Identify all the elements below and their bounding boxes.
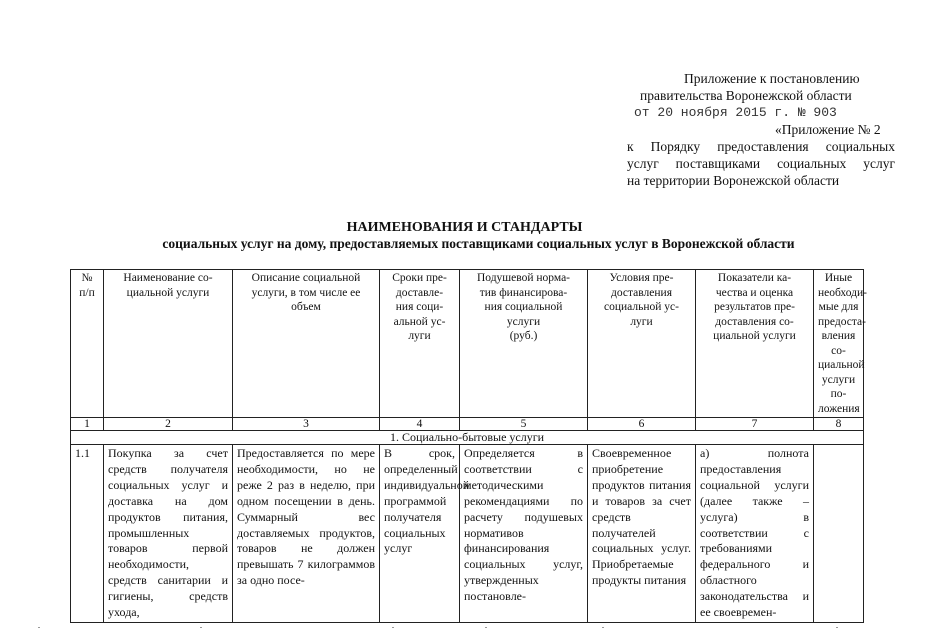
service-conditions-cell: Своевременное приобретение продуктов питания и товаров за счет средств получателей социальных услуг. Приобретаемые продукты питания: [588, 445, 696, 623]
column-header-conditions: Условия пре- доставления социальной ус- луги: [588, 270, 696, 418]
appendix-line-5: к Порядку предоставления социальных: [627, 139, 895, 154]
row-number: 1.1: [71, 445, 104, 623]
document-subtitle: социальных услуг на дому, предоставляемых поставщиками социальных услуг в Воронежской области: [162, 236, 795, 251]
column-number: 1: [71, 418, 104, 431]
column-header-other: Иные необходи- мые для предоста- вления со- циальной услуги по- ложения: [814, 270, 864, 418]
column-number: 8: [814, 418, 864, 431]
column-number: 7: [696, 418, 814, 431]
column-header-number: № п/п: [71, 270, 104, 418]
section-title: 1. Социально-бытовые услуги: [71, 431, 864, 445]
document-title: НАИМЕНОВАНИЯ И СТАНДАРТЫ: [346, 220, 583, 235]
appendix-line-6: услуг поставщиками социальных услуг: [627, 156, 895, 171]
section-row: [71, 431, 864, 445]
column-header-financing: Подушевой норма- тив финансирова- ния социальной услуги (руб.): [460, 270, 588, 418]
service-name-cell: Покупка за счет средств получателя социальных услуг и доставка на дом продуктов питания, промышленных товаров первой необходимости, средств санитарии и гигиены, средств ухода,: [104, 445, 233, 623]
service-indicators-cell: а) полнота предоставления социальной услуги (далее также – услуга) в соответствии с требованиями федерального и областного законодательства и ее своевремен-: [696, 445, 814, 623]
appendix-line-7: на территории Воронежской области: [627, 173, 840, 188]
column-number: 2: [104, 418, 233, 431]
column-header-name: Наименование со- циальной услуги: [104, 270, 233, 418]
column-header-description: Описание социальной услуги, в том числе ее объем: [233, 270, 380, 418]
column-number: 3: [233, 418, 380, 431]
appendix-line-2: правительства Воронежской области: [640, 88, 852, 103]
column-number: 4: [380, 418, 460, 431]
column-numbers-row: [71, 418, 864, 431]
service-financing-cell: Определяется в соответствии с методическими рекомендациями по расчету подушевых нормативов финансирования социальных услуг, утвержденных постановле-: [460, 445, 588, 623]
appendix-line-1: Приложение к постановлению: [684, 71, 860, 86]
column-header-indicators: Показатели ка- чества и оценка результатов пре- доставления со- циальной услуги: [696, 270, 814, 418]
column-number: 5: [460, 418, 588, 431]
column-header-terms: Сроки пре- доставле- ния соци- альной ус- луги: [380, 270, 460, 418]
service-terms-cell: В срок, определенный индивидуальной программой получателя социальных услуг: [380, 445, 460, 623]
standards-table: [70, 269, 867, 623]
column-number: 6: [588, 418, 696, 431]
decree-date-stamp: от 20 ноября 2015 г. № 903: [634, 105, 837, 120]
appendix-line-4: «Приложение № 2: [775, 122, 881, 137]
table-row: [71, 445, 864, 623]
scan-artifacts: [0, 627, 905, 633]
table-header-row: [71, 270, 864, 418]
service-description-cell: Предоставляется по мере необходимости, но не реже 2 раз в неделю, при одном посещении в день. Суммарный вес доставляемых продуктов, товаров не должен превышать 7 килограммов за одно посе-: [233, 445, 380, 623]
service-other-cell: [814, 445, 864, 623]
